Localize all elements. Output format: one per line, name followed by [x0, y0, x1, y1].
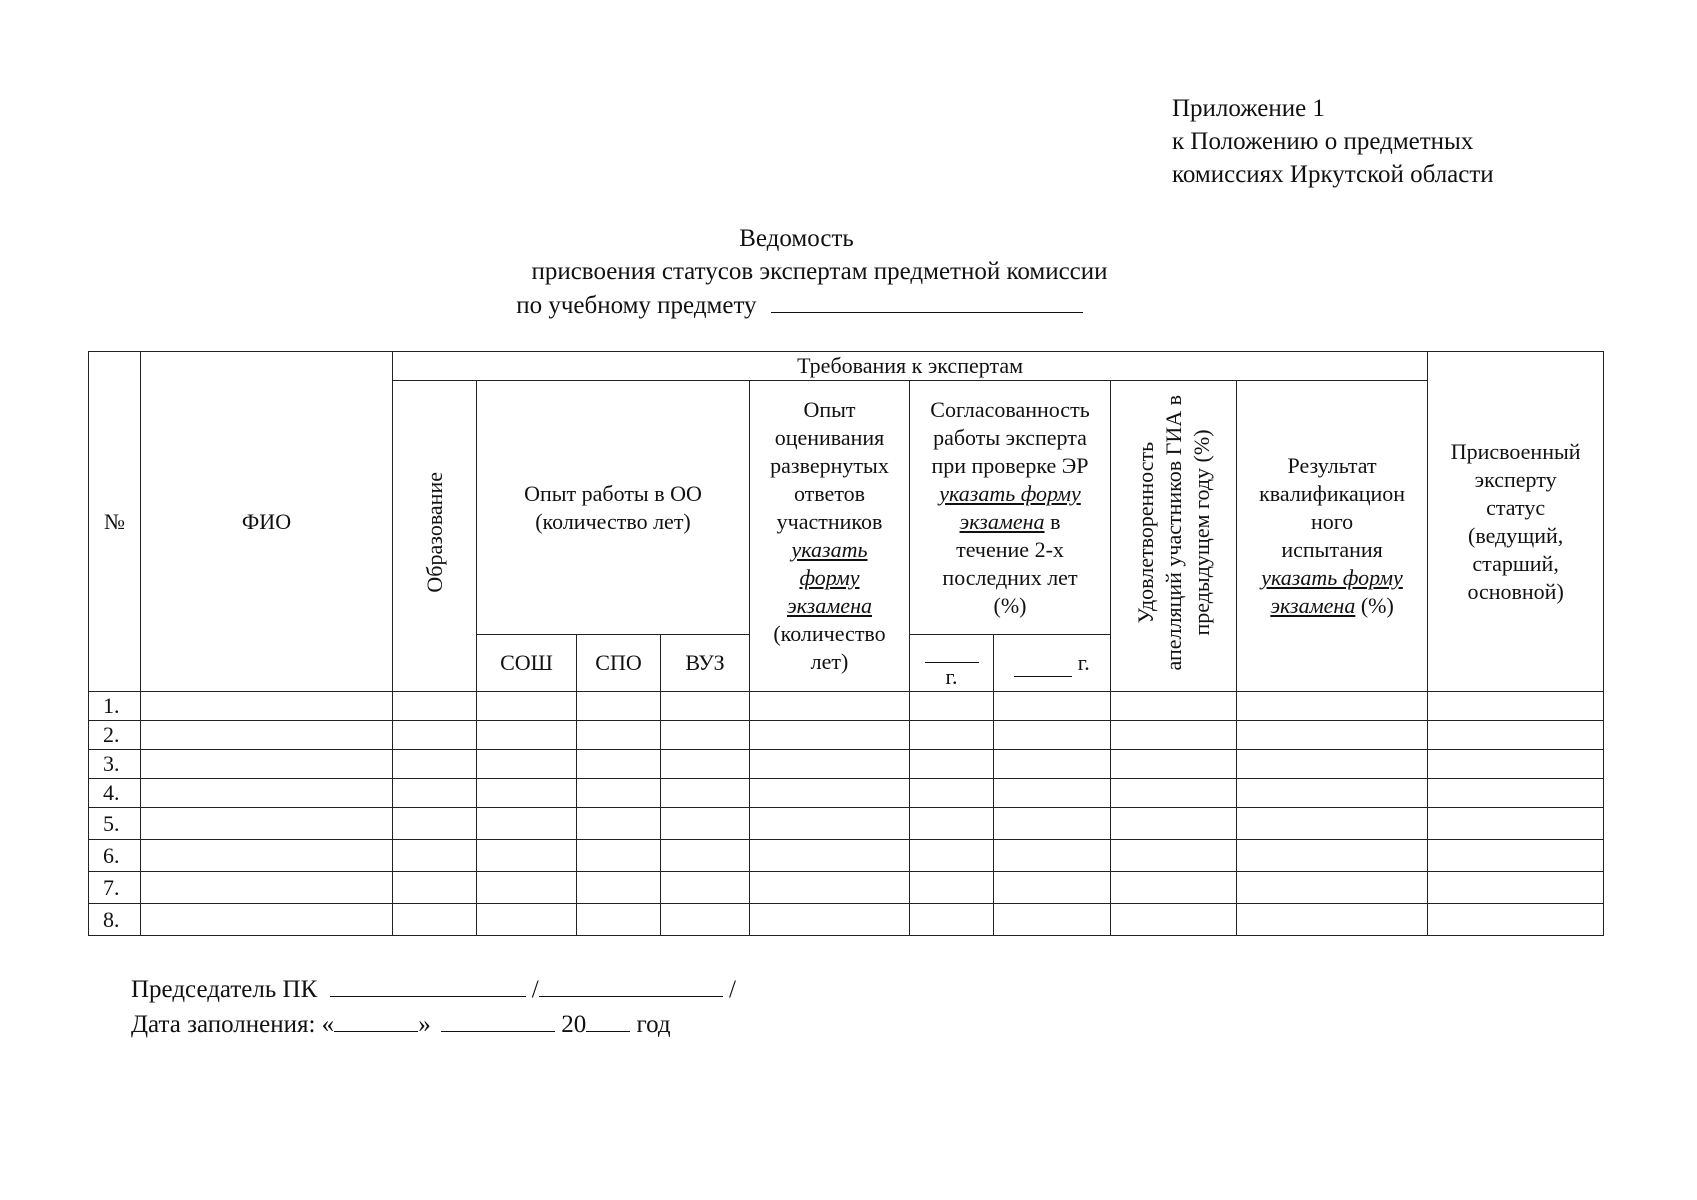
subject-label: по учебному предмету: [516, 292, 757, 319]
table-cell[interactable]: [661, 840, 750, 872]
table-cell[interactable]: [477, 750, 577, 779]
table-cell[interactable]: [661, 872, 750, 904]
table-cell[interactable]: [750, 840, 910, 872]
table-cell[interactable]: [910, 721, 994, 750]
table-cell[interactable]: [393, 808, 477, 840]
chairman-label: Председатель ПК: [131, 976, 318, 1003]
table-cell[interactable]: [141, 904, 393, 936]
date-month-field[interactable]: [441, 1009, 555, 1032]
table-row: [89, 721, 1604, 750]
table-body: [89, 692, 1604, 936]
table-cell[interactable]: [477, 779, 577, 808]
row-number: 8.: [89, 904, 141, 936]
header-work-vuz: ВУЗ: [661, 635, 750, 692]
table-cell[interactable]: [577, 750, 661, 779]
subject-blank-field[interactable]: [771, 288, 1083, 313]
table-cell[interactable]: [393, 721, 477, 750]
table-cell[interactable]: [1237, 692, 1428, 721]
header-fio: ФИО: [141, 352, 393, 692]
table-cell[interactable]: [577, 779, 661, 808]
table-cell[interactable]: [994, 750, 1111, 779]
header-work-sosh: СОШ: [477, 635, 577, 692]
table-cell[interactable]: [393, 750, 477, 779]
table-cell[interactable]: [1428, 750, 1604, 779]
table-cell[interactable]: [910, 872, 994, 904]
table-cell[interactable]: [1237, 721, 1428, 750]
title-line-3: [0, 288, 1697, 322]
header-assigned-status: Присвоенный эксперту статус (ведущий, старший, основной): [1428, 352, 1604, 692]
table-cell[interactable]: [477, 808, 577, 840]
header-consistency: Согласованность работы эксперта при проверке ЭР указать форму экзамена в течение 2-х последних лет (%): [910, 381, 1111, 635]
table-cell[interactable]: [750, 904, 910, 936]
table-cell[interactable]: [994, 808, 1111, 840]
date-day-field[interactable]: [334, 1009, 418, 1032]
year-2-blank[interactable]: [1014, 658, 1072, 677]
date-line: Дата заполнения: « » 20 год: [131, 1011, 671, 1038]
table-cell[interactable]: [393, 840, 477, 872]
table-cell[interactable]: [141, 779, 393, 808]
table-cell[interactable]: [994, 840, 1111, 872]
appendix-line-3: комиссиях Иркутской области: [1172, 161, 1494, 188]
chairman-line: Председатель ПК / /: [131, 976, 736, 1003]
table-cell[interactable]: [1111, 872, 1237, 904]
table-cell[interactable]: [393, 692, 477, 721]
table-cell[interactable]: [910, 750, 994, 779]
table-cell[interactable]: [577, 721, 661, 750]
table-cell[interactable]: [661, 779, 750, 808]
table-cell[interactable]: [141, 808, 393, 840]
row-number: 5.: [89, 808, 141, 840]
table-cell[interactable]: [994, 904, 1111, 936]
table-cell[interactable]: [1237, 779, 1428, 808]
table-cell[interactable]: [1111, 904, 1237, 936]
table-cell[interactable]: [910, 904, 994, 936]
table-cell[interactable]: [750, 779, 910, 808]
table-cell[interactable]: [1111, 808, 1237, 840]
table-cell[interactable]: [577, 692, 661, 721]
table-cell[interactable]: [477, 872, 577, 904]
table-cell[interactable]: [1428, 840, 1604, 872]
table-cell[interactable]: [1428, 904, 1604, 936]
table-cell[interactable]: [1428, 808, 1604, 840]
header-year-2: г.: [994, 635, 1111, 692]
title-line-2: присвоения статусов экспертам предметной комиссии: [531, 258, 1108, 285]
appendix-note: [1172, 92, 1494, 191]
header-work-spo: СПО: [577, 635, 661, 692]
table-cell[interactable]: [1111, 779, 1237, 808]
table-cell[interactable]: [994, 872, 1111, 904]
table-cell[interactable]: [661, 904, 750, 936]
chairman-signature-field[interactable]: [330, 974, 526, 997]
table-cell[interactable]: [910, 840, 994, 872]
table-cell[interactable]: [1111, 721, 1237, 750]
table-row: [89, 904, 1604, 936]
table-cell[interactable]: [1237, 872, 1428, 904]
header-qualification-result: Результат квалификацион ного испытания указать форму экзамена (%): [1237, 381, 1428, 692]
table-row: [89, 750, 1604, 779]
table-cell[interactable]: [577, 872, 661, 904]
table-cell[interactable]: [910, 692, 994, 721]
title-line-1: Ведомость: [739, 225, 854, 252]
header-year-1: г.: [910, 635, 994, 692]
table-cell[interactable]: [750, 808, 910, 840]
table-cell[interactable]: [393, 904, 477, 936]
header-requirements: Требования к экспертам: [393, 352, 1428, 381]
table-cell[interactable]: [141, 721, 393, 750]
table-row: [89, 872, 1604, 904]
table-cell[interactable]: [477, 840, 577, 872]
table-cell[interactable]: [1428, 779, 1604, 808]
table-cell[interactable]: [661, 721, 750, 750]
date-label: Дата заполнения: «: [131, 1011, 335, 1038]
table-cell[interactable]: [393, 779, 477, 808]
row-number: 3.: [89, 750, 141, 779]
experts-status-table: [88, 351, 1604, 936]
table-cell[interactable]: [1428, 721, 1604, 750]
table-cell[interactable]: [910, 808, 994, 840]
date-year-field[interactable]: [586, 1009, 630, 1032]
table-cell[interactable]: [1428, 692, 1604, 721]
table-cell[interactable]: [750, 750, 910, 779]
appendix-line-1: Приложение 1: [1172, 95, 1325, 122]
table-cell[interactable]: [750, 692, 910, 721]
table-cell[interactable]: [750, 872, 910, 904]
table-cell[interactable]: [477, 692, 577, 721]
table-cell[interactable]: [393, 872, 477, 904]
table-cell[interactable]: [994, 692, 1111, 721]
table-cell[interactable]: [750, 721, 910, 750]
table-cell[interactable]: [994, 721, 1111, 750]
table-cell[interactable]: [577, 840, 661, 872]
table-cell[interactable]: [577, 808, 661, 840]
table-cell[interactable]: [1237, 840, 1428, 872]
table-row: [89, 779, 1604, 808]
table-cell[interactable]: [1111, 692, 1237, 721]
table-cell[interactable]: [1237, 904, 1428, 936]
header-education: Образование: [393, 381, 477, 692]
table-row: [89, 692, 1604, 721]
table-cell[interactable]: [141, 840, 393, 872]
row-number: 4.: [89, 779, 141, 808]
signature-block: [131, 972, 736, 1042]
table-cell[interactable]: [1237, 808, 1428, 840]
row-number: 2.: [89, 721, 141, 750]
row-number: 6.: [89, 840, 141, 872]
table-row: [89, 808, 1604, 840]
row-number: 1.: [89, 692, 141, 721]
table-row: [89, 840, 1604, 872]
table-cell[interactable]: [910, 779, 994, 808]
table-cell[interactable]: [661, 750, 750, 779]
table-cell[interactable]: [1237, 750, 1428, 779]
table-cell[interactable]: [1111, 840, 1237, 872]
table-cell[interactable]: [1111, 750, 1237, 779]
table-cell[interactable]: [661, 808, 750, 840]
table-cell[interactable]: [661, 692, 750, 721]
table-cell[interactable]: [141, 750, 393, 779]
table-cell[interactable]: [477, 721, 577, 750]
document-title: [0, 222, 1697, 322]
header-number: №: [89, 352, 141, 692]
table-cell[interactable]: [141, 872, 393, 904]
header-work-experience: Опыт работы в ОО (количество лет): [477, 381, 750, 635]
table-cell[interactable]: [1428, 872, 1604, 904]
appendix-line-2: к Положению о предметных: [1172, 128, 1474, 155]
table-cell[interactable]: [994, 779, 1111, 808]
row-number: 7.: [89, 872, 141, 904]
table-cell[interactable]: [577, 904, 661, 936]
table-cell[interactable]: [477, 904, 577, 936]
chairman-name-field[interactable]: [539, 974, 723, 997]
year-1-blank[interactable]: [925, 644, 979, 663]
table-cell[interactable]: [141, 692, 393, 721]
header-assessment-experience: Опыт оценивания развернутых ответов участников указать форму экзамена (количество лет): [750, 381, 910, 692]
header-appeals-satisfaction: Удовлетворенность апелляций участников ГИА в предыдущем году (%): [1111, 381, 1237, 692]
